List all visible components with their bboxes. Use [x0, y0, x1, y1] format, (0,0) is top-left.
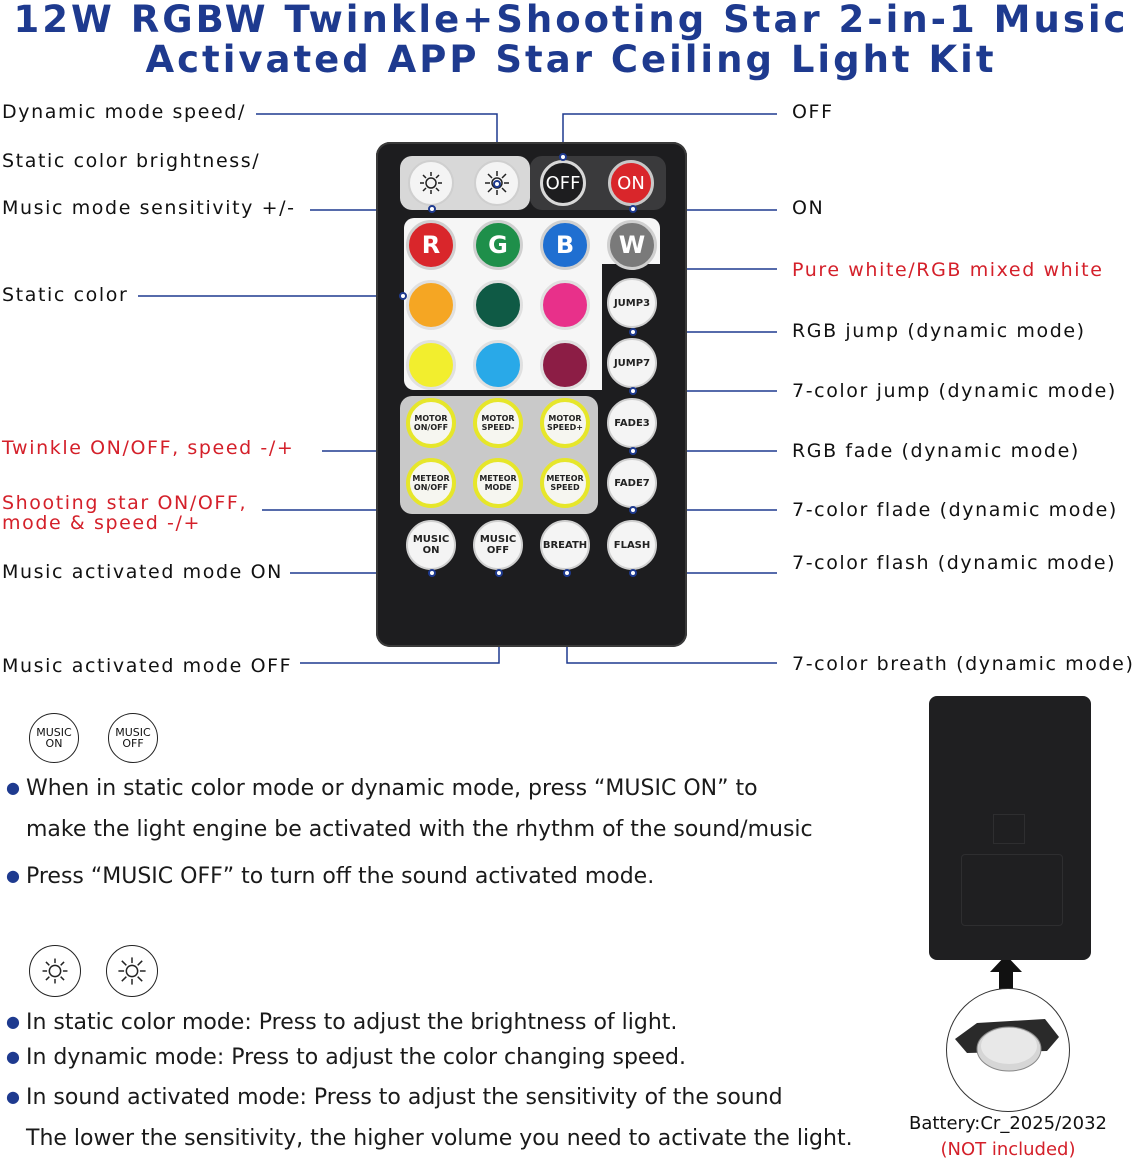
- dot-flash: [629, 569, 637, 577]
- battery-caption: Battery:Cr_2025/2032: [908, 1113, 1108, 1134]
- label-seven-flade: 7-color flade (dynamic mode): [792, 499, 1118, 521]
- dot-static-color: [399, 292, 407, 300]
- dot-jump3: [629, 328, 637, 336]
- brightness-note-3: ● In sound activated mode: Press to adjust the sensitivity of the sound: [6, 1085, 783, 1110]
- dot-brightness-down: [428, 205, 436, 213]
- fade7-button[interactable]: FADE7: [607, 458, 657, 508]
- orange-button[interactable]: [406, 280, 456, 330]
- music-on-icon: MUSIC ON: [29, 713, 79, 763]
- dot-brightness-up: [493, 180, 501, 188]
- teal-button[interactable]: [473, 280, 523, 330]
- title-line-2: Activated APP Star Ceiling Light Kit: [145, 38, 997, 81]
- music-note-1-text: When in static color mode or dynamic mode, press “MUSIC ON” to: [25, 776, 758, 801]
- music-on-button[interactable]: MUSIC ON: [406, 520, 456, 570]
- music-note-2: ● Press “MUSIC OFF” to turn off the sound activated mode.: [6, 864, 655, 889]
- compartment-latch: [993, 814, 1025, 844]
- jump7-button[interactable]: JUMP7: [607, 338, 657, 388]
- dot-music-on: [428, 569, 436, 577]
- brightness-note-1-text: In static color mode: Press to adjust the brightness of light.: [25, 1010, 678, 1035]
- brightness-note-2-text: In dynamic mode: Press to adjust the color changing speed.: [25, 1045, 686, 1070]
- dot-on: [629, 205, 637, 213]
- label-shooting-star-1: Shooting star ON/OFF,: [2, 492, 248, 514]
- label-twinkle: Twinkle ON/OFF, speed -/+: [2, 437, 295, 459]
- label-seven-jump: 7-color jump (dynamic mode): [792, 380, 1117, 402]
- label-seven-breath: 7-color breath (dynamic mode): [792, 653, 1135, 675]
- label-off: OFF: [792, 101, 834, 123]
- breath-button[interactable]: BREATH: [540, 520, 590, 570]
- label-static-color: Static color: [2, 284, 129, 306]
- brightness-down-button[interactable]: [408, 160, 454, 206]
- battery-not-included: (NOT included): [940, 1139, 1076, 1160]
- jump3-button[interactable]: JUMP3: [607, 278, 657, 328]
- yellow-button[interactable]: [406, 340, 456, 390]
- pink-button[interactable]: [540, 280, 590, 330]
- brightness-note-1: ● In static color mode: Press to adjust the brightness of light.: [6, 1010, 678, 1035]
- remote-back: [929, 696, 1091, 960]
- label-rgb-jump: RGB jump (dynamic mode): [792, 320, 1086, 342]
- meteor-speed-button[interactable]: METEOR SPEED: [540, 458, 590, 508]
- sun-down-icon: [416, 168, 446, 198]
- motor-speed-plus-button[interactable]: MOTOR SPEED+: [540, 398, 590, 448]
- green-button[interactable]: G: [473, 220, 523, 270]
- battery-compartment: [961, 854, 1063, 926]
- brightness-up-icon: [106, 945, 158, 997]
- meteor-onoff-button[interactable]: METEOR ON/OFF: [406, 458, 456, 508]
- sun-up-icon: [115, 954, 149, 988]
- music-note-1: ● When in static color mode or dynamic mode, press “MUSIC ON” to: [6, 776, 758, 801]
- title-line-1: 12W RGBW Twinkle+Shooting Star 2-in-1 Music: [13, 0, 1129, 41]
- brightness-note-3-text: In sound activated mode: Press to adjust the sensitivity of the sound: [25, 1085, 783, 1110]
- motor-onoff-button[interactable]: MOTOR ON/OFF: [406, 398, 456, 448]
- white-button[interactable]: W: [607, 220, 657, 270]
- dot-fade7: [629, 506, 637, 514]
- music-note-2-text: Press “MUSIC OFF” to turn off the sound activated mode.: [25, 864, 655, 889]
- label-pure-white: Pure white/RGB mixed white: [792, 259, 1104, 281]
- brightness-down-icon: [29, 945, 81, 997]
- label-rgb-fade: RGB fade (dynamic mode): [792, 440, 1080, 462]
- label-seven-flash: 7-color flash (dynamic mode): [792, 552, 1117, 574]
- coin-battery-icon: [947, 989, 1069, 1111]
- label-shooting-star-2: mode & speed -/+: [2, 512, 201, 534]
- meteor-mode-button[interactable]: METEOR MODE: [473, 458, 523, 508]
- music-off-button[interactable]: MUSIC OFF: [473, 520, 523, 570]
- dot-music-off: [495, 569, 503, 577]
- label-static-brightness: Static color brightness/: [2, 150, 261, 172]
- sky-blue-button[interactable]: [473, 340, 523, 390]
- dot-fade3: [629, 447, 637, 455]
- off-button[interactable]: OFF: [540, 160, 586, 206]
- label-dynamic-speed: Dynamic mode speed/: [2, 101, 246, 123]
- motor-speed-minus-button[interactable]: MOTOR SPEED-: [473, 398, 523, 448]
- dot-breath: [563, 569, 571, 577]
- battery-circle: [946, 988, 1070, 1112]
- music-off-icon: MUSIC OFF: [108, 713, 158, 763]
- blue-button[interactable]: B: [540, 220, 590, 270]
- brightness-note-3-line-2: The lower the sensitivity, the higher volume you need to activate the light.: [26, 1126, 853, 1151]
- sun-down-icon: [38, 954, 72, 988]
- flash-button[interactable]: FLASH: [607, 520, 657, 570]
- label-music-on: Music activated mode ON: [2, 561, 283, 583]
- fade3-button[interactable]: FADE3: [607, 398, 657, 448]
- label-on: ON: [792, 197, 825, 219]
- red-button[interactable]: R: [406, 220, 456, 270]
- on-button[interactable]: ON: [608, 160, 654, 206]
- remote-control: [376, 142, 687, 647]
- maroon-button[interactable]: [540, 340, 590, 390]
- battery-arrow: [990, 955, 1022, 990]
- label-music-sensitivity: Music mode sensitivity +/-: [2, 197, 296, 219]
- label-music-off: Music activated mode OFF: [2, 655, 293, 677]
- brightness-note-2: ● In dynamic mode: Press to adjust the color changing speed.: [6, 1045, 686, 1070]
- music-note-1-line-2: make the light engine be activated with the rhythm of the sound/music: [26, 817, 813, 842]
- dot-jump7: [629, 387, 637, 395]
- dot-off: [559, 153, 567, 161]
